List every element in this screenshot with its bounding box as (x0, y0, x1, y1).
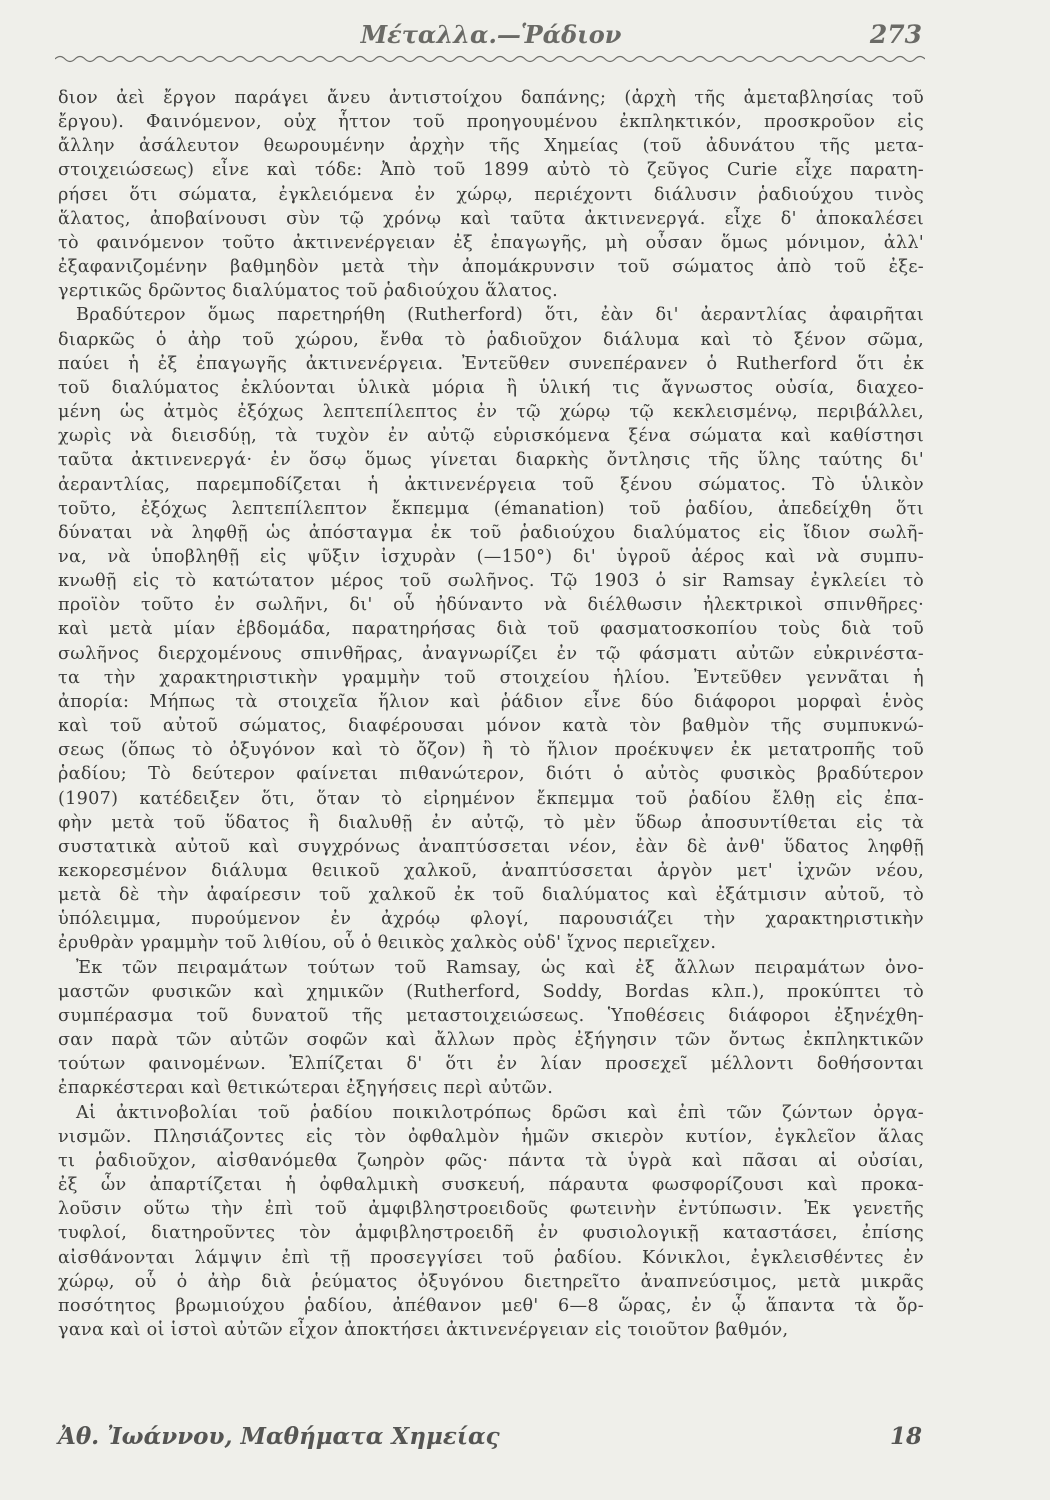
text-line: κνωθῇ εἰς τὸ κατώτατον μέρος τοῦ σωλῆνος. Τῷ 1903 ὁ sir Ramsay ἐγκλείει τὸ (58, 571, 924, 592)
text-line: τοῦτο, ἐξόχως λεπτεπίλεπτον ἔκπεμμα (émanation) τοῦ ῥαδίου, ἀπεδείχθη ὅτι (58, 498, 924, 519)
page-body (58, 86, 924, 1342)
text-line: ταῦτα ἀκτινενεργά· ἐν ὅσῳ ὅμως γίνεται διαρκὴς ὄντλησις τῆς ὕλης ταύτης δι' (58, 450, 924, 471)
text-line: μετὰ δὲ τὴν ἀφαίρεσιν τοῦ χαλκοῦ ἐκ τοῦ διαλύματος καὶ ἐξάτμισιν αὐτοῦ, τὸ (58, 885, 924, 906)
text-line: φὴν μετὰ τοῦ ὕδατος ἢ διαλυθῇ ἐν αὐτῷ, τὸ μὲν ὕδωρ ἀποσυντίθεται εἰς τὰ (58, 812, 924, 833)
text-line: τυφλοί, διατηροῦντες τὸν ἀμφιβληστροειδῆ ἐν φυσιολογικῇ καταστάσει, ἐπίσης (58, 1223, 924, 1244)
text-line: ἐξ ὧν ἀπαρτίζεται ἡ ὀφθαλμικὴ συσκευή, πάραυτα φωσφορίζουσι καὶ προκα- (58, 1175, 924, 1196)
text-line: προϊὸν τοῦτο ἐν σωλῆνι, δι' οὗ ἠδύναντο νὰ διέλθωσιν ἠλεκτρικοὶ σπινθῆρες· (58, 595, 924, 616)
text-line: (1907) κατέδειξεν ὅτι, ὅταν τὸ εἰρημένον ἔκπεμμα τοῦ ῥαδίου ἔλθῃ εἰς ἐπα- (58, 788, 924, 809)
text-line: Αἱ ἀκτινοβολίαι τοῦ ῥαδίου ποικιλοτρόπως δρῶσι καὶ ἐπὶ τῶν ζώντων ὀργα- (76, 1102, 924, 1123)
text-line: αἰσθάνονται λάμψιν ἐπὶ τῇ προσεγγίσει τοῦ ῥαδίου. Κόνικλοι, ἐγκλεισθέντες ἐν (58, 1247, 924, 1268)
text-line: τι ῥαδιοῦχον, αἰσθανόμεθα ζωηρὸν φῶς· πάντα τὰ ὑγρὰ καὶ πᾶσαι αἱ οὐσίαι, (58, 1150, 924, 1171)
text-line: ἐπαρκέστεραι καὶ θετικώτεραι ἐξηγήσεις περὶ αὐτῶν. (58, 1078, 554, 1099)
text-line: ἐξαφανιζομένην βαθμηδὸν μετὰ τὴν ἀπομάκρυνσιν τοῦ σώματος ἀπὸ τοῦ ἐξε- (58, 257, 924, 278)
text-line: χώρῳ, οὗ ὁ ἀὴρ διὰ ῥεύματος ὀξυγόνου διετηρεῖτο ἀναπνεύσιμος, μετὰ μικρᾶς (58, 1271, 924, 1292)
text-line: τούτων φαινομένων. Ἐλπίζεται δ' ὅτι ἐν λίαν προσεχεῖ μέλλοντι δοθήσονται (58, 1054, 924, 1075)
paragraph (58, 956, 924, 1101)
text-line: να, νὰ ὑποβληθῇ εἰς ψῦξιν ἰσχυρὰν (—150°) δι' ὑγροῦ ἀέρος καὶ νὰ συμπυ- (58, 546, 924, 567)
text-line: καὶ τοῦ αὐτοῦ σώματος, διαφέρουσαι μόνον κατὰ τὸν βαθμὸν τῆς συμπυκνώ- (58, 716, 924, 737)
text-line: τοῦ διαλύματος ἐκλύονται ὑλικὰ μόρια ἢ ὑλική τις ἄγνωστος οὐσία, διαχεο- (58, 377, 924, 398)
running-title: Μέταλλα.—Ῥάδιον (360, 20, 622, 49)
page-footer (58, 1423, 922, 1457)
text-line: ἅλατος, ἀποβαίνουσι σὺν τῷ χρόνῳ καὶ ταῦτα ἀκτινενεργά. εἶχε δ' ἀποκαλέσει (58, 208, 924, 229)
text-line: συστατικὰ αὐτοῦ καὶ συγχρόνως ἀναπτύσσεται νέον, ἐὰν δὲ ἀνθ' ὕδατος ληφθῇ (58, 836, 924, 857)
text-line: μαστῶν φυσικῶν καὶ χημικῶν (Rutherford, Soddy, Bordas κλπ.), προκύπτει τὸ (58, 981, 924, 1002)
text-line: μένη ὡς ἀτμὸς ἐξόχως λεπτεπίλεπτος ἐν τῷ χώρῳ τῷ κεκλεισμένῳ, περιβάλλει, (58, 402, 924, 423)
signature-mark: 18 (889, 1423, 922, 1450)
text-line: τα τὴν χαρακτηριστικὴν γραμμὴν τοῦ στοιχείου ἡλίου. Ἐντεῦθεν γεννᾶται ἡ (58, 667, 924, 688)
paragraph (58, 86, 924, 303)
footer-book-title: Ἀθ. Ἰωάννου, Μαθήματα Χημείας (58, 1423, 500, 1450)
text-line: ὑπόλειμμα, πυρούμενον ἐν ἀχρόῳ φλογί, παρουσιάζει τὴν χαρακτηριστικὴν (58, 909, 924, 930)
text-line: ἀεραντλίας, παρεμποδίζεται ἡ ἀκτινενέργεια τοῦ ξένου σώματος. Τὸ ὑλικὸν (58, 474, 924, 495)
text-line: γανα καὶ οἱ ἱστοὶ αὐτῶν εἶχον ἀποκτήσει ἀκτινενέργειαν εἰς τοιοῦτον βαθμόν, (58, 1319, 789, 1340)
text-line: διαρκῶς ὁ ἀὴρ τοῦ χώρου, ἔνθα τὸ ῥαδιοῦχον διάλυμα καὶ τὸ ξένον σῶμα, (58, 329, 924, 350)
text-line: στοιχειώσεως) εἶνε καὶ τόδε: Ἀπὸ τοῦ 1899 αὐτὸ τὸ ζεῦγος Curie εἶχε παρατη- (58, 160, 924, 181)
text-line: Βραδύτερον ὅμως παρετηρήθη (Rutherford) ὅτι, ἐὰν δι' ἀεραντλίας ἀφαιρῆται (76, 305, 924, 326)
text-line: ἔργου). Φαινόμενον, οὐχ ἧττον τοῦ προηγουμένου ἐκπληκτικόν, προσκροῦον εἰς (58, 112, 924, 133)
text-line: νισμῶν. Πλησιάζοντες εἰς τὸν ὀφθαλμὸν ἡμῶν σκιερὸν κυτίον, ἐγκλεῖον ἅλας (58, 1126, 924, 1147)
text-line: ἀπορία: Μήπως τὰ στοιχεῖα ἥλιον καὶ ῥάδιον εἶνε δύο διάφοροι μορφαὶ ἑνὸς (58, 691, 924, 712)
page-number: 273 (869, 20, 922, 49)
text-line: τὸ φαινόμενον τοῦτο ἀκτινενέργειαν ἐξ ἐπαγωγῆς, μὴ οὖσαν ὅμως μόνιμον, ἀλλ' (58, 232, 924, 253)
text-line: συμπέρασμα τοῦ δυνατοῦ τῆς μεταστοιχειώσεως. Ὑποθέσεις διάφοροι ἐξηνέχθη- (58, 1005, 924, 1026)
text-line: κεκορεσμένον διάλυμα θειικοῦ χαλκοῦ, ἀναπτύσσεται ἀργὸν μετ' ἰχνῶν νέου, (58, 861, 924, 881)
text-line: σωλῆνος διερχομένους σπινθῆρας, ἀναγνωρίζει ἐν τῷ φάσματι αὐτῶν εὐκρινέστα- (58, 643, 924, 664)
text-line: ἄλλην ἀσάλευτον θεωρουμένην ἀρχὴν τῆς Χημείας (τοῦ ἀδυνάτου τῆς μετα- (58, 136, 924, 157)
text-line: ποσότητος βρωμιούχου ῥαδίου, ἀπέθανον μεθ' 6—8 ὥρας, ἐν ᾧ ἅπαντα τὰ ὄρ- (58, 1295, 924, 1316)
text-line: παύει ἡ ἐξ ἐπαγωγῆς ἀκτινενέργεια. Ἐντεῦθεν συνεπέρανεν ὁ Rutherford ὅτι ἐκ (58, 353, 924, 374)
text-line: σεως (ὅπως τὸ ὀξυγόνον καὶ τὸ ὄζον) ἢ τὸ ἥλιον προέκυψεν ἐκ μετατροπῆς τοῦ (58, 740, 924, 761)
text-line: ῥαδίου; Τὸ δεύτερον φαίνεται πιθανώτερον, διότι ὁ αὐτὸς φυσικὸς βραδύτερον (58, 764, 924, 785)
text-line: σαν παρὰ τῶν αὐτῶν σοφῶν καὶ ἄλλων πρὸς ἐξήγησιν τῶν ὄντως ἐκπληκτικῶν (58, 1030, 924, 1051)
paragraph (58, 1101, 924, 1343)
text-line: λοῦσιν οὕτω τὴν ἐπὶ τοῦ ἀμφιβληστροειδοῦς φωτεινὴν ἐντύπωσιν. Ἐκ γενετῆς (58, 1199, 924, 1220)
text-line: ρήσει ὅτι σώματα, ἐγκλειόμενα ἐν χώρῳ, περιέχοντι διάλυσιν ῥαδιούχου τινὸς (58, 184, 924, 205)
text-line: καὶ μετὰ μίαν ἑβδομάδα, παρατηρήσας διὰ τοῦ φασματοσκοπίου τοὺς διὰ τοῦ (58, 619, 924, 640)
text-line: γερτικῶς δρῶντος διαλύματος τοῦ ῥαδιούχου ἅλατος. (58, 281, 558, 302)
text-line: χωρὶς νὰ διεισδύῃ, τὰ τυχὸν ἐν αὐτῷ εὑρισκόμενα ξένα σώματα καὶ καθίστησι (58, 426, 924, 447)
text-line: διον ἀεὶ ἔργον παράγει ἄνευ ἀντιστοίχου δαπάνης; (ἀρχὴ τῆς ἀμεταβλησίας τοῦ (58, 88, 924, 108)
paragraph (58, 303, 924, 955)
text-line: Ἐκ τῶν πειραμάτων τούτων τοῦ Ramsay, ὡς καὶ ἐξ ἄλλων πειραμάτων ὀνο- (76, 957, 924, 978)
ornamental-rule (55, 52, 925, 66)
text-line: δύναται νὰ ληφθῇ ὡς ἀπόσταγμα ἐκ τοῦ ῥαδιούχου διαλύματος εἰς ἴδιον σωλῆ- (58, 522, 924, 543)
text-line: ἐρυθρὰν γραμμὴν τοῦ λιθίου, οὗ ὁ θειικὸς χαλκὸς οὐδ' ἴχνος περιεῖχεν. (58, 933, 717, 954)
